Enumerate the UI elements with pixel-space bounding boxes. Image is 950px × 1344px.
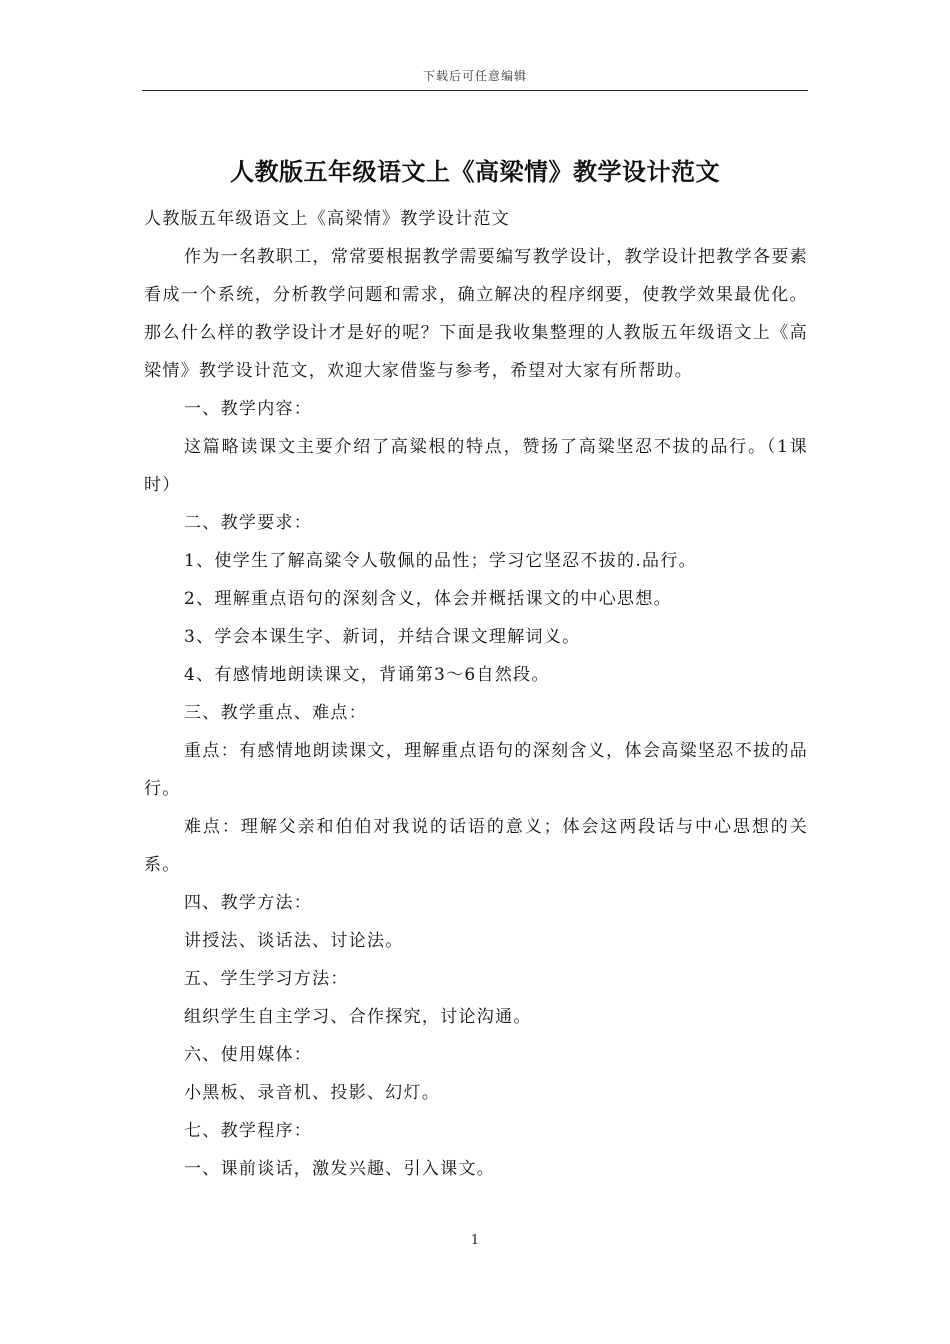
paragraph-procedure-step-1: 一、课前谈话，激发兴趣、引入课文。 — [184, 1159, 496, 1179]
section-heading-keypoints: 三、教学重点、难点： — [184, 703, 367, 723]
section-heading-content: 一、教学内容： — [184, 399, 313, 419]
header-note: 下载后可任意编辑 — [422, 69, 527, 83]
document-title: 人教版五年级语文上《高梁情》教学设计范文 — [230, 157, 720, 186]
paragraph-media: 小黑板、录音机、投影、幻灯。 — [184, 1083, 441, 1103]
section-heading-requirements: 二、教学要求： — [184, 513, 313, 533]
paragraph-difficulty: 难点：理解父亲和伯伯对我说的话语的意义；体会这两段话与中心思想的关系。 — [144, 817, 808, 875]
requirement-item-2: 2、理解重点语句的深刻含义，体会并概括课文的中心思想。 — [184, 589, 672, 609]
section-heading-procedure: 七、教学程序： — [184, 1121, 313, 1141]
page-number: 1 — [470, 1233, 480, 1248]
paragraph-learning-methods: 组织学生自主学习、合作探究，讨论沟通。 — [184, 1007, 532, 1027]
document-body — [144, 200, 808, 1188]
paragraph-methods: 讲授法、谈话法、讨论法。 — [184, 931, 404, 951]
paragraph-keypoint: 重点：有感情地朗读课文，理解重点语句的深刻含义，体会高粱坚忍不拔的品行。 — [144, 741, 808, 799]
subtitle-line: 人教版五年级语文上《高梁情》教学设计范文 — [144, 209, 510, 229]
requirement-item-4: 4、有感情地朗读课文，背诵第3～6自然段。 — [184, 665, 550, 685]
section-heading-methods: 四、教学方法： — [184, 893, 313, 913]
paragraph-content: 这篇略读课文主要介绍了高粱根的特点，赞扬了高粱坚忍不拔的品行。（1课时） — [144, 437, 808, 495]
requirement-item-3: 3、学会本课生字、新词，并结合课文理解词义。 — [184, 627, 581, 647]
requirement-item-1: 1、使学生了解高粱令人敬佩的品性；学习它坚忍不拔的.品行。 — [184, 551, 697, 571]
section-heading-learning-methods: 五、学生学习方法： — [184, 969, 349, 989]
paragraph-intro: 作为一名教职工，常常要根据教学需要编写教学设计，教学设计把教学各要素看成一个系统，分析教学问题和需求，确立解决的程序纲要，使教学效果最优化。那么什么样的教学设计才是好的呢？下面是我收集整理的人教版五年级语文上《高梁情》教学设计范文，欢迎大家借鉴与参考，希望对大家有所帮助。 — [144, 247, 808, 381]
header-divider — [142, 90, 808, 91]
section-heading-media: 六、使用媒体： — [184, 1045, 313, 1065]
